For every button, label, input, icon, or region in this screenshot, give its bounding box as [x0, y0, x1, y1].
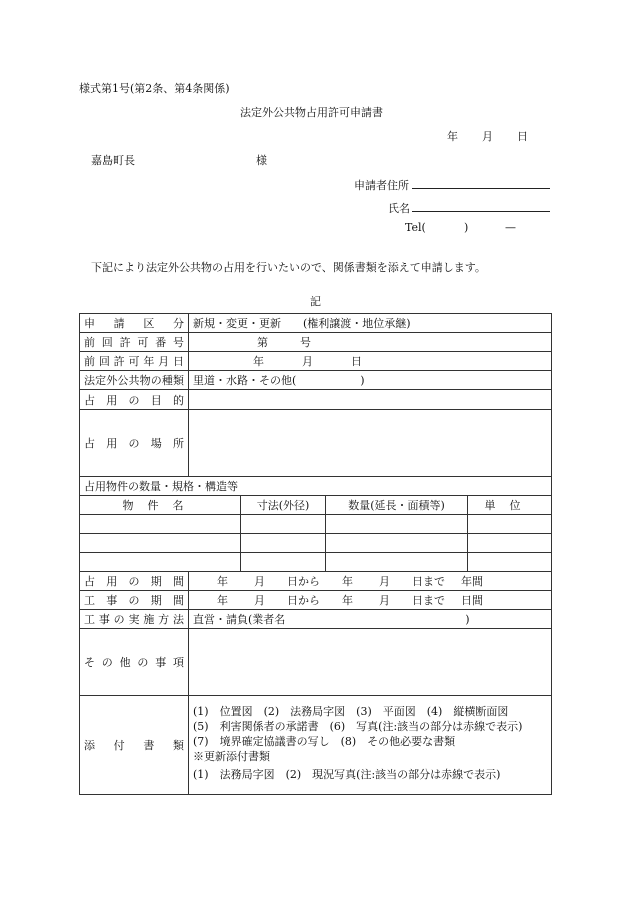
object-quantity-cell[interactable] — [326, 534, 468, 553]
occupation-period-value[interactable] — [189, 572, 552, 591]
occ-year: 年 — [217, 575, 228, 588]
renewal-heading: ※更新添付書類 — [193, 750, 270, 763]
object-name-cell[interactable] — [80, 553, 241, 572]
purpose-field[interactable] — [189, 390, 552, 410]
object-quantity-cell[interactable] — [326, 553, 468, 572]
document-title: 法定外公共物占用許可申請書 — [240, 106, 383, 119]
objects-section-heading: 占用物件の数量・規格・構造等 — [80, 477, 552, 496]
tel-close: ) — [464, 221, 469, 234]
con-month2: 月 — [379, 594, 390, 607]
prev-permit-dai: 第 — [257, 336, 268, 349]
con-from: 日から — [287, 594, 320, 607]
con-until: 日まで — [412, 594, 445, 607]
attachment-line: (7) 境界確定協議書の写し (8) その他必要な書類 — [193, 735, 456, 748]
object-unit-cell[interactable] — [468, 553, 552, 572]
objects-row — [80, 515, 552, 534]
ki-heading: 記 — [310, 295, 321, 308]
occ-from: 日から — [287, 575, 320, 588]
tel-label: Tel( — [405, 221, 426, 234]
applicant-name-field[interactable] — [412, 198, 550, 212]
objects-col-quantity: 数量(延長・面積等) — [326, 496, 468, 515]
attachments-value — [189, 696, 552, 795]
object-quantity-cell[interactable] — [326, 515, 468, 534]
construction-period-value[interactable] — [189, 591, 552, 610]
object-unit-cell[interactable] — [468, 515, 552, 534]
construction-method-label: 工事の実施方法 — [80, 610, 189, 629]
object-name-cell[interactable] — [80, 515, 241, 534]
object-unit-cell[interactable] — [468, 534, 552, 553]
object-name-cell[interactable] — [80, 534, 241, 553]
location-label: 占用の場所 — [80, 410, 189, 477]
objects-row — [80, 534, 552, 553]
other-label: その他の事項 — [80, 629, 189, 696]
tel-dash: — — [505, 221, 516, 234]
object-size-cell[interactable] — [241, 553, 326, 572]
prev-permit-no-value[interactable] — [189, 333, 552, 352]
date-day-label: 日 — [517, 130, 528, 143]
application-type-label: 申請区分 — [80, 314, 189, 333]
construction-method-value[interactable] — [189, 610, 552, 629]
location-field[interactable] — [189, 410, 552, 477]
occ-month: 月 — [254, 575, 265, 588]
date-year-label: 年 — [447, 130, 458, 143]
attachment-line: (1) 位置図 (2) 法務局字図 (3) 平面図 (4) 縦横断面図 — [193, 705, 509, 718]
application-form-table — [79, 313, 552, 795]
objects-row — [80, 553, 552, 572]
property-type-label: 法定外公共物の種類 — [80, 371, 189, 390]
other-field[interactable] — [189, 629, 552, 696]
prev-permit-go: 号 — [300, 336, 311, 349]
construction-period-label: 工事の期間 — [80, 591, 189, 610]
prev-permit-year: 年 — [253, 355, 264, 368]
objects-col-unit: 単位 — [468, 496, 552, 515]
object-size-cell[interactable] — [241, 515, 326, 534]
form-number: 様式第1号(第2条、第4条関係) — [79, 82, 230, 95]
construction-method-text: 直営・請負(業者名 — [193, 613, 286, 626]
con-unit: 日間 — [461, 594, 483, 607]
attachment-line: (5) 利害関係者の承諾書 (6) 写真(注:該当の部分は赤線で表示) — [193, 720, 523, 733]
purpose-label: 占用の目的 — [80, 390, 189, 410]
applicant-name-label: 氏名 — [388, 202, 410, 215]
honorific: 様 — [256, 154, 267, 167]
occ-unit: 年間 — [461, 575, 483, 588]
applicant-address-label: 申請者住所 — [354, 179, 409, 192]
occ-year2: 年 — [342, 575, 353, 588]
occupation-period-label: 占用の期間 — [80, 572, 189, 591]
occ-month2: 月 — [379, 575, 390, 588]
property-type-options: 里道・水路・その他( — [193, 374, 297, 387]
construction-method-close: ) — [465, 613, 470, 626]
prev-permit-day: 日 — [351, 355, 362, 368]
prev-permit-no-label: 前回許可番号 — [80, 333, 189, 352]
property-type-close: ) — [360, 374, 365, 387]
prev-permit-date-value[interactable] — [189, 352, 552, 371]
con-month: 月 — [254, 594, 265, 607]
application-type-value[interactable]: 新規・変更・更新 (権利譲渡・地位承継) — [189, 314, 552, 333]
addressee: 嘉島町長 — [91, 154, 135, 167]
intro-text: 下記により法定外公共物の占用を行いたいので、関係書類を添えて申請します。 — [91, 261, 486, 274]
renewal-line: (1) 法務局字図 (2) 現況写真(注:該当の部分は赤線で表示) — [193, 768, 501, 781]
property-type-value[interactable] — [189, 371, 552, 390]
objects-col-size: 寸法(外径) — [241, 496, 326, 515]
prev-permit-month: 月 — [302, 355, 313, 368]
con-year: 年 — [217, 594, 228, 607]
applicant-address-field[interactable] — [412, 175, 550, 189]
date-month-label: 月 — [482, 130, 493, 143]
prev-permit-date-label: 前回許可年月日 — [80, 352, 189, 371]
occ-until: 日まで — [412, 575, 445, 588]
attachments-label: 添付書類 — [80, 696, 189, 795]
object-size-cell[interactable] — [241, 534, 326, 553]
con-year2: 年 — [342, 594, 353, 607]
objects-col-name: 物件名 — [80, 496, 241, 515]
